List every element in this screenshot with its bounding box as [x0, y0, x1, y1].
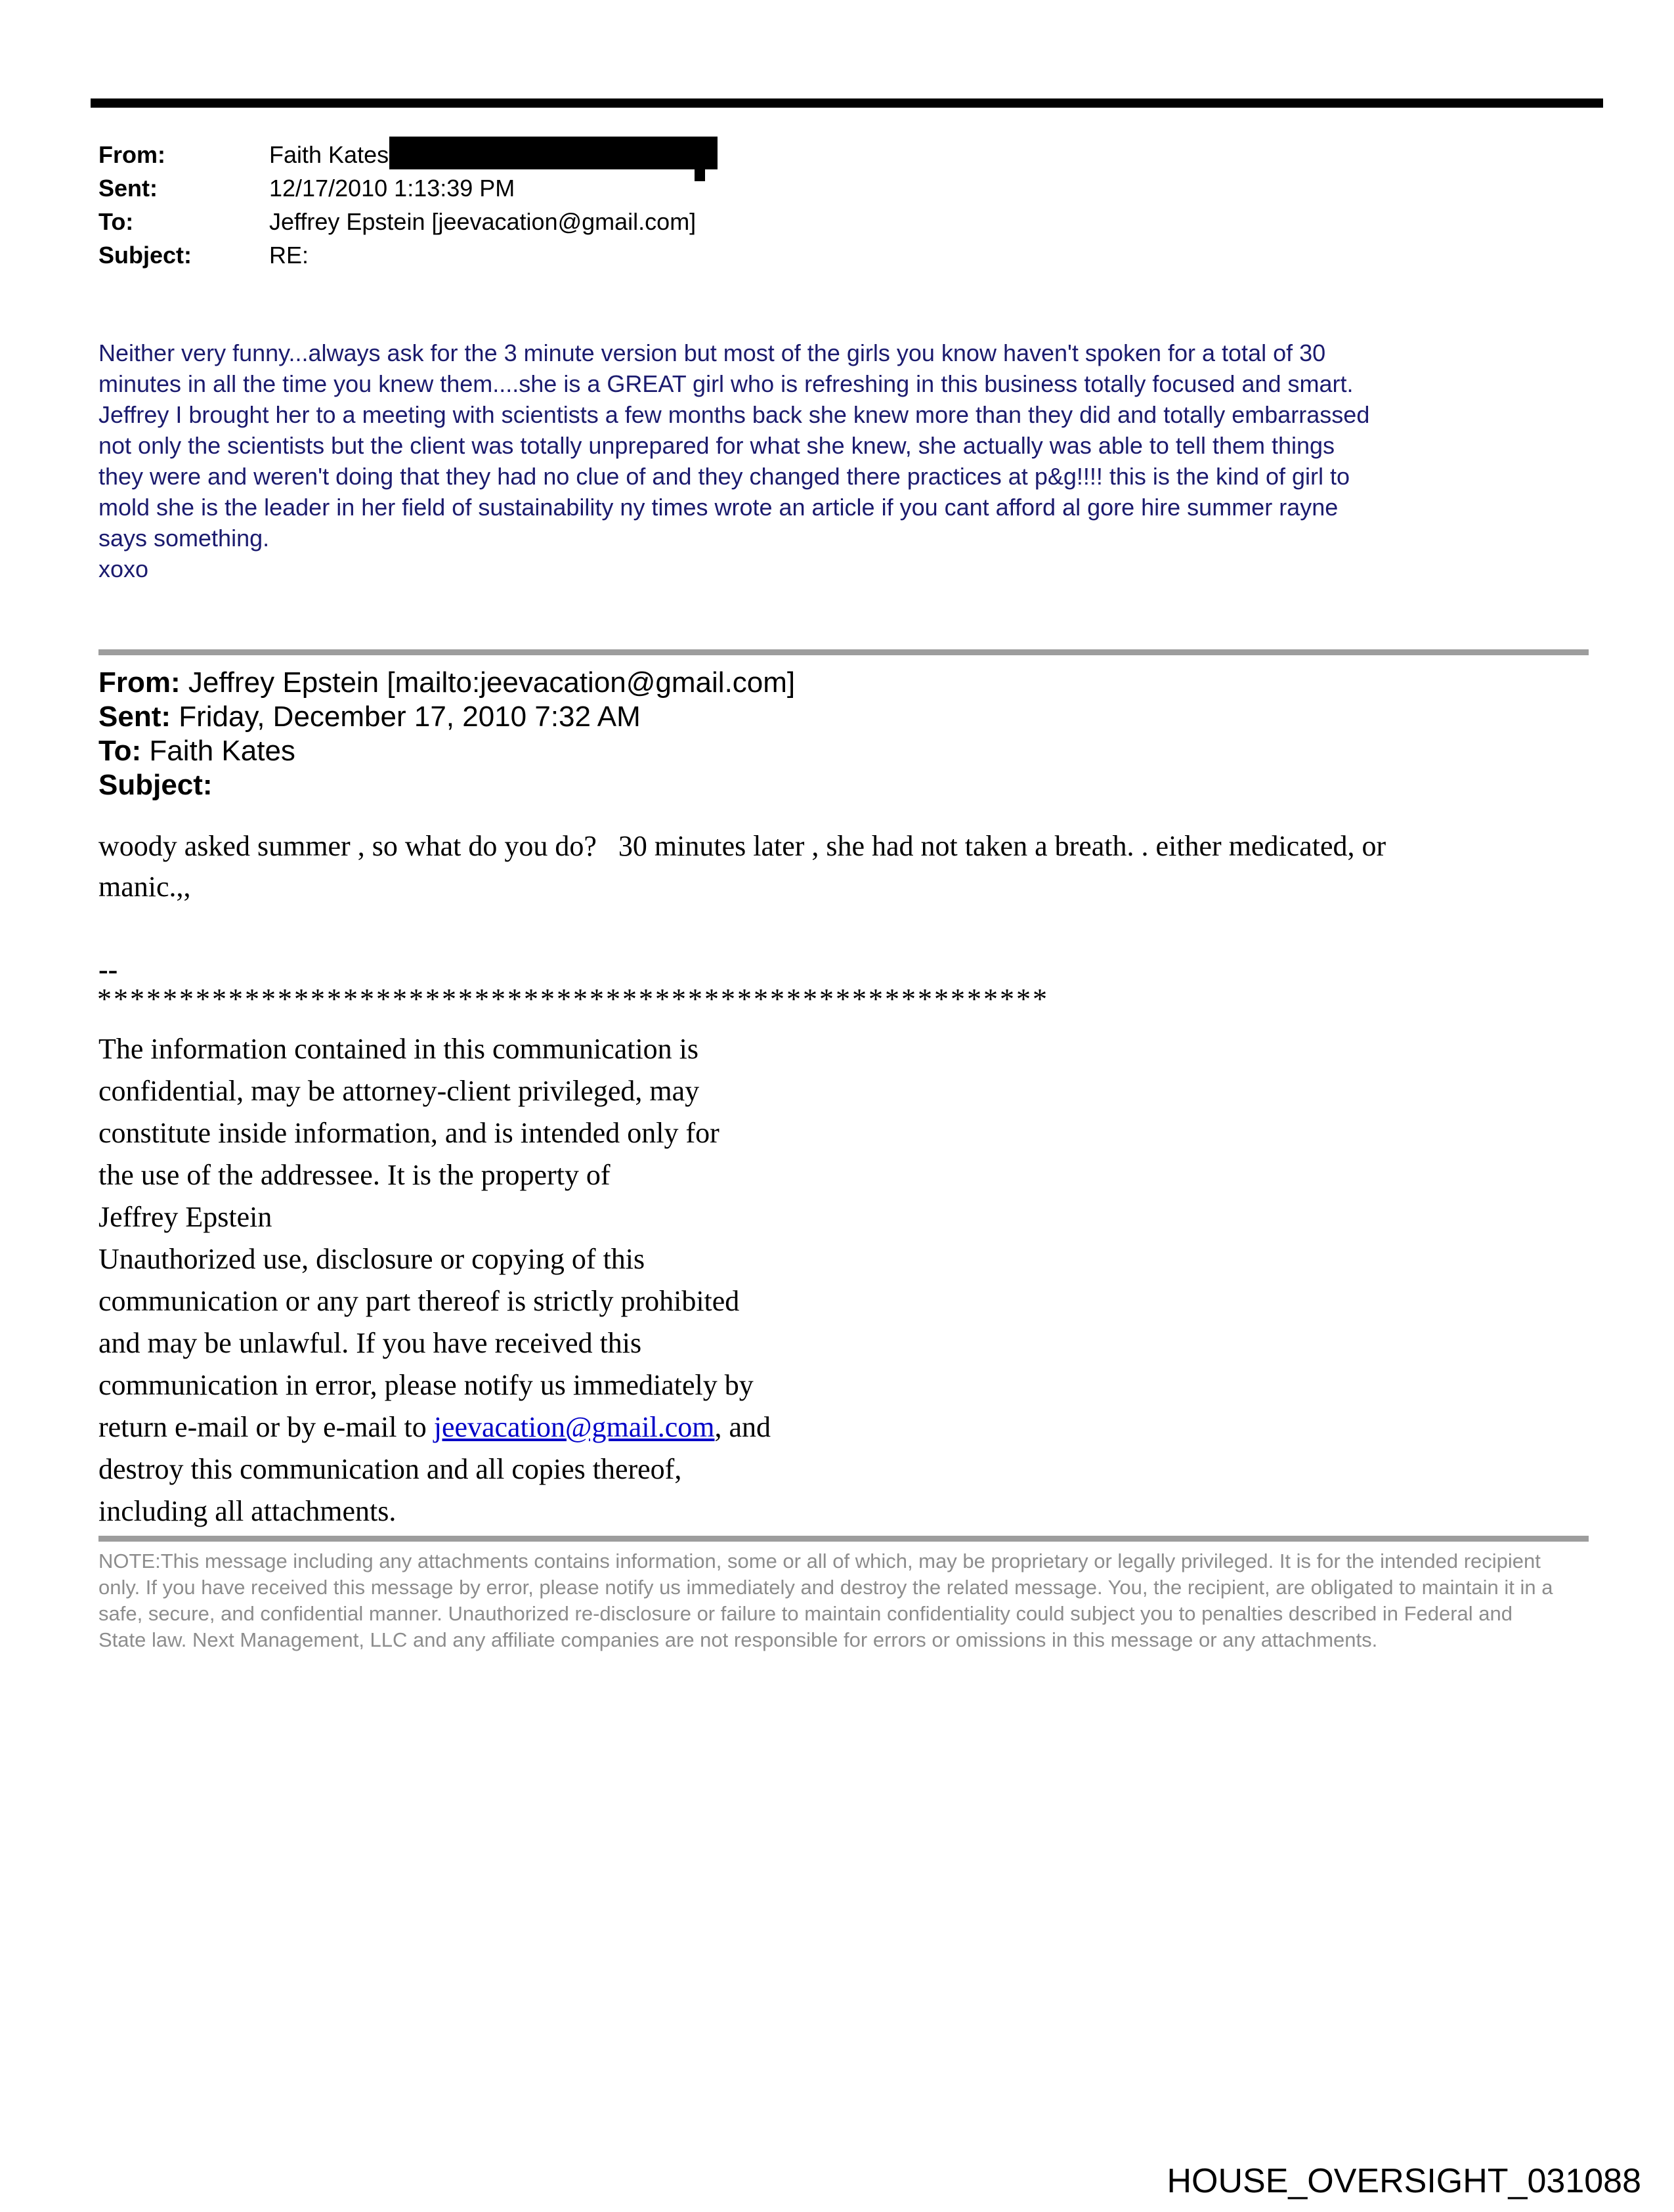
email1-body-text: Neither very funny...always ask for the 3 minute version but most of the girls you know haven't spoken for a total of 30 minutes in all the time you knew them....she is a GREAT girl who is refreshing in this business totally focused and smart. Jeffrey I brought her to a meeting with scientists a few months back she knew more than they did and totally embarrassed not only the scientists but the client was totally unprepared for what she knew, she actually was able to tell them things they were and weren't doing that they had no clue of and they changed there practices at p&g!!!! this is the kind of girl to mold she is the leader in her field of sustainability ny times wrote an article if you cant afford al gore hire summer rayne says something.	[98, 339, 1370, 552]
email1-header-row-to	[98, 205, 696, 238]
reply-divider-rule	[98, 649, 1589, 655]
confidentiality-link-line	[98, 1406, 1018, 1448]
confidentiality-lines-a: The information contained in this communication is confidential, may be attorney-client privileged, may constitute inside information, and is intended only for the use of the addressee. It is the property of Jeffrey Epstein Unauthorized use, disclosure or copying of this communication or any part thereof is strictly prohibited and may be unlawful. If you have received this communication in error, please notify us immediately by	[98, 1033, 754, 1401]
footer-disclaimer-note: NOTE:This message including any attachments contains information, some or all of which, may be proprietary or legally privileged. It is for the intended recipient only. If you have received this message by error, please notify us immediately and destroy the related message. You, the recipient, are obligated to maintain it in a safe, secure, and confidential manner. Unauthorized re-disclosure or failure to maintain confidentiality could subject you to penalties described in Federal and State law. Next Management, LLC and any affiliate companies are not responsible for errors or omissions in this message or any attachments.	[98, 1550, 1553, 1651]
email1-signoff: xoxo	[98, 555, 149, 582]
signature-asterisk-line: **********************************************************	[97, 983, 1049, 1015]
sent-value: Friday, December 17, 2010 7:32 AM	[179, 701, 641, 733]
email2-header-row-sent	[98, 700, 795, 734]
to-label: To:	[98, 735, 142, 767]
bates-number: HOUSE_OVERSIGHT_031088	[1167, 2162, 1641, 2200]
subject-value: RE:	[269, 242, 309, 269]
sent-label: Sent:	[98, 175, 158, 202]
email2-body-text: woody asked summer , so what do you do? 30 minutes later , she had not taken a breath. . either medicated, or manic.,,	[98, 830, 1386, 903]
link-line-pre: return e-mail or by e-mail to	[98, 1411, 434, 1443]
to-value: Jeffrey Epstein [jeevacation@gmail.com]	[269, 208, 697, 235]
signature-dashes: --	[98, 953, 118, 986]
email2-header-row-subject	[98, 768, 795, 802]
sent-value: 12/17/2010 1:13:39 PM	[269, 175, 515, 202]
confidentiality-lines-b: destroy this communication and all copies thereof, including all attachments.	[98, 1453, 682, 1527]
from-value: Faith Kates	[269, 141, 389, 168]
from-label: From:	[98, 141, 165, 168]
to-value: Faith Kates	[149, 735, 295, 767]
redaction-bar-descender	[695, 168, 705, 181]
confidentiality-notice	[98, 1028, 1018, 1532]
top-divider-rule	[91, 98, 1603, 108]
email2-header-row-from	[98, 666, 795, 700]
subject-label: Subject:	[98, 769, 213, 801]
subject-label: Subject:	[98, 242, 192, 269]
email-link[interactable]: jeevacation@gmail.com	[433, 1411, 715, 1443]
from-value: Jeffrey Epstein [mailto:jeevacation@gmail.com]	[188, 666, 796, 699]
email1-header-row-sent	[98, 171, 696, 205]
link-line-post: , and	[714, 1411, 771, 1443]
from-label: From:	[98, 666, 181, 699]
redaction-bar	[389, 137, 718, 169]
email1-header-row-subject	[98, 238, 696, 272]
email2-header-row-to	[98, 734, 795, 768]
sent-label: Sent:	[98, 701, 171, 733]
email2-header-block	[98, 666, 795, 802]
note-divider-rule	[98, 1536, 1589, 1542]
to-label: To:	[98, 208, 134, 235]
